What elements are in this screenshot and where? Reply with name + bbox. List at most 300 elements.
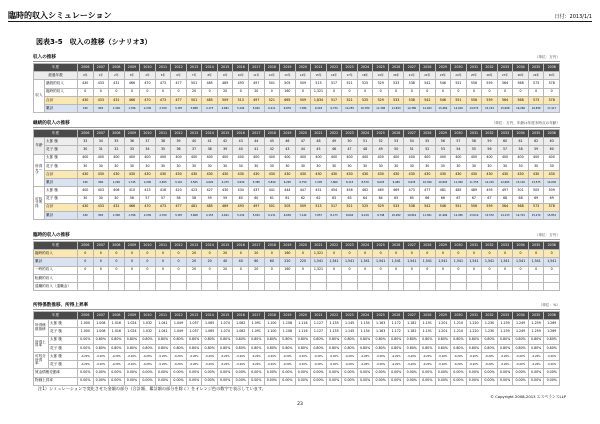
table-cell: 3,110 [171, 179, 187, 187]
table-cell: 0.00% [435, 369, 451, 377]
table-cell: -0.20% [420, 361, 436, 369]
table-cell: 30 [357, 162, 373, 170]
table-cell: 0 [124, 258, 140, 266]
table-cell: 0 [124, 250, 140, 258]
table-cell: -0.20% [420, 352, 436, 360]
table-cell: 521 [342, 203, 358, 211]
table-cell: 40 [217, 258, 233, 266]
table-cell: 1.191 [420, 328, 436, 336]
table-cell: 3,187 [171, 211, 187, 219]
table-cell: 551 [451, 96, 467, 104]
table-cell: 1.000 [78, 320, 94, 328]
table-cell: 0 [404, 250, 420, 258]
table-row [34, 154, 560, 162]
table-cell: 14,019 [451, 104, 467, 112]
table-cell: 0.00% [497, 369, 513, 377]
table-cell: 48 [311, 138, 327, 146]
table-cell: -0.20% [528, 352, 544, 360]
table-cell: 2024 [357, 64, 373, 72]
table-cell: 2019 [280, 64, 296, 72]
table-row [34, 369, 560, 377]
table-cell: 2036 [544, 312, 560, 320]
table-cell: 13,120 [513, 179, 529, 187]
table-cell: 2008 [109, 242, 125, 250]
table-cell: 4,681 [217, 104, 233, 112]
table-cell: 2017 [249, 242, 265, 250]
table-cell: 0.00% [342, 369, 358, 377]
table-cell: -0.20% [482, 361, 498, 369]
table-cell: 433 [93, 80, 109, 88]
table-cell: 0 [466, 266, 482, 274]
table-cell: 2年 [109, 72, 125, 80]
table-cell: 1.259 [528, 328, 544, 336]
table-cell: 16,839 [528, 104, 544, 112]
table-cell: 0.80% [466, 336, 482, 344]
table-cell: 2025 [373, 130, 389, 138]
table-cell: -0.20% [93, 352, 109, 360]
table-cell: 665 [280, 96, 296, 104]
table-cell: 0.00% [311, 369, 327, 377]
table-cell: -0.20% [249, 352, 265, 360]
table-cell: 0.80% [155, 336, 171, 344]
table-cell: 56 [435, 138, 451, 146]
table-cell: 0.00% [404, 377, 420, 385]
table-cell: -0.20% [78, 361, 94, 369]
table-cell: 0.80% [233, 336, 249, 344]
table-cell: 400 [78, 187, 94, 195]
table-cell: 863 [93, 211, 109, 219]
table-cell: 400 [513, 154, 529, 162]
table-cell: 40 [233, 258, 249, 266]
table-cell: 430 [280, 170, 296, 178]
table-cell: 430 [93, 170, 109, 178]
table-cell: 2027 [404, 64, 420, 72]
table-cell: 30 [435, 162, 451, 170]
table-cell: 406 [109, 187, 125, 195]
table-cell: 43 [280, 146, 296, 154]
table-cell: 1.182 [404, 320, 420, 328]
table-row [34, 352, 560, 360]
table-cell [202, 282, 218, 290]
table-cell: 59 [217, 195, 233, 203]
table-cell: 0.00% [155, 377, 171, 385]
table-cell: 0.00% [264, 369, 280, 377]
table-cell: 57 [140, 195, 156, 203]
table-cell: 30 [451, 162, 467, 170]
table-cell: 0.00% [155, 369, 171, 377]
table-cell [311, 274, 327, 282]
table-cell: 0.80% [202, 336, 218, 344]
table-cell: 430 [544, 170, 560, 178]
table-cell [513, 274, 529, 282]
table-cell: 2008 [109, 312, 125, 320]
table-cell: 0 [171, 250, 187, 258]
table-cell: 52 [373, 138, 389, 146]
table-cell: 525 [357, 80, 373, 88]
table-cell: 2019 [280, 242, 296, 250]
table-cell: 4年 [140, 72, 156, 80]
table-cell: 2013 [186, 64, 202, 72]
table-cell: 3,565 [186, 179, 202, 187]
table-cell: 517 [326, 96, 342, 104]
table-cell: 430 [78, 211, 94, 219]
table-cell: 0.00% [420, 369, 436, 377]
table-cell: 485 [451, 187, 467, 195]
table-cell [249, 274, 265, 282]
table-cell: 1.145 [342, 320, 358, 328]
table-cell: 2014 [202, 242, 218, 250]
table-cell: 16年 [326, 72, 342, 80]
table-cell: 2029 [435, 242, 451, 250]
table-cell: 477 [171, 96, 187, 104]
table-cell: 1.172 [388, 320, 404, 328]
table-cell: 30 [482, 162, 498, 170]
table-cell: 0 [109, 266, 125, 274]
table-cell: 63 [544, 138, 560, 146]
table-cell: 20 [202, 258, 218, 266]
table-cell: 533 [388, 203, 404, 211]
table-cell: 0.00% [78, 369, 94, 377]
table-cell: 27年 [497, 72, 513, 80]
table-cell: 0.80% [544, 344, 560, 352]
table-cell: 57 [497, 146, 513, 154]
table-cell: 2029 [435, 64, 451, 72]
table-cell: 0.80% [388, 336, 404, 344]
table-cell: 509 [217, 96, 233, 104]
table-cell: 2006 [78, 312, 94, 320]
table-row [34, 162, 560, 170]
table-cell: 64 [357, 195, 373, 203]
table-cell: 6,750 [295, 179, 311, 187]
table-cell: 509 [295, 80, 311, 88]
table-cell: 47 [342, 146, 358, 154]
table-cell: 2022 [326, 64, 342, 72]
cum-label: 累計 [45, 179, 78, 187]
table-cell: 538 [404, 96, 420, 104]
table-cell: 493 [233, 203, 249, 211]
table-cell: 0.00% [326, 377, 342, 385]
table-cell: 18年 [357, 72, 373, 80]
table-cell: 2020 [295, 242, 311, 250]
table-cell: -0.20% [466, 361, 482, 369]
table-cell: 0 [109, 250, 125, 258]
table-cell: 2013 [186, 242, 202, 250]
table-cell [544, 274, 560, 282]
table-cell: -0.20% [155, 352, 171, 360]
table-cell: 9,480 [388, 179, 404, 187]
table-cell: 0 [93, 250, 109, 258]
table-cell: 1.024 [124, 320, 140, 328]
table-cell: 538 [404, 203, 420, 211]
table-cell: -0.20% [186, 361, 202, 369]
table-cell: -0.20% [435, 352, 451, 360]
table-cell: 2017 [249, 64, 265, 72]
continuous-income-section [33, 119, 560, 220]
table-cell: 0.80% [109, 344, 125, 352]
table-cell: 505 [280, 80, 296, 88]
table-cell: 8,115 [342, 179, 358, 187]
table-cell: 20年 [388, 72, 404, 80]
table-cell [388, 282, 404, 290]
table-cell: 2018 [264, 130, 280, 138]
table-cell: 15,134 [482, 104, 498, 112]
table-cell: 54 [404, 138, 420, 146]
year-label: 年度 [34, 130, 78, 138]
table-cell [124, 282, 140, 290]
table-cell: 466 [124, 203, 140, 211]
table-cell: 400 [171, 154, 187, 162]
table-cell: 1.116 [295, 320, 311, 328]
table-cell: 0 [544, 250, 560, 258]
table-row [34, 282, 560, 290]
table-cell: 0.00% [435, 377, 451, 385]
table-cell: 20 [249, 250, 265, 258]
kahou-rate-label: 可処分所得 率 [34, 352, 49, 368]
table-cell: 49 [373, 146, 389, 154]
table-cell: 1.259 [528, 320, 544, 328]
table-cell: 0.80% [124, 336, 140, 344]
table-cell: 521 [342, 80, 358, 88]
table-cell: 497 [249, 80, 265, 88]
table-cell: 2032 [482, 130, 498, 138]
table-cell: 20 [186, 250, 202, 258]
table-cell: 2014 [202, 130, 218, 138]
table-cell: 546 [435, 203, 451, 211]
table-cell: 0.80% [357, 336, 373, 344]
table-cell: 60 [249, 195, 265, 203]
table-cell: -0.20% [311, 352, 327, 360]
table-row [34, 187, 560, 195]
table-cell: 1.230 [482, 320, 498, 328]
table-cell: 9年 [217, 72, 233, 80]
table-cell: 2034 [513, 312, 529, 320]
table-cell: 0.00% [249, 369, 265, 377]
table-cell: -0.20% [326, 361, 342, 369]
table-cell: 0.80% [326, 336, 342, 344]
table-cell: 48 [357, 146, 373, 154]
table-cell [202, 274, 218, 282]
table-cell: 0 [435, 250, 451, 258]
table-cell: 1,541 [482, 258, 498, 266]
table-cell: 1.201 [435, 328, 451, 336]
temporary-section-title: 臨時的収入の推移 [33, 233, 70, 238]
table-row [34, 258, 560, 266]
report-date: 日付：2013/1/1 [554, 14, 592, 20]
table-cell: 0 [466, 250, 482, 258]
table-cell: 2012 [171, 64, 187, 72]
table-cell: 2027 [404, 242, 420, 250]
table-cell: 0.00% [482, 369, 498, 377]
table-cell: 400 [544, 154, 560, 162]
table-cell: 0.80% [233, 344, 249, 352]
income-factor-table [33, 311, 560, 386]
taro-label: 太郎 様 [45, 154, 78, 162]
table-cell: 58 [466, 138, 482, 146]
table-cell: 15年 [311, 72, 327, 80]
table-cell: 58 [186, 195, 202, 203]
table-cell: 2009 [124, 64, 140, 72]
table-cell: 30 [466, 162, 482, 170]
table-cell: 4,641 [217, 211, 233, 219]
table-cell: 517 [326, 203, 342, 211]
table-row [34, 274, 560, 282]
table-cell: 0 [388, 88, 404, 96]
table-cell: 400 [93, 154, 109, 162]
table-cell: 0 [109, 258, 125, 266]
table-cell: 0 [140, 88, 156, 96]
table-cell: 0 [78, 250, 94, 258]
table-cell: 0.80% [186, 336, 202, 344]
table-cell: 0.80% [264, 344, 280, 352]
income-section [33, 53, 560, 113]
table-row [34, 211, 560, 219]
table-cell: 0 [295, 266, 311, 274]
table-cell: 66 [435, 195, 451, 203]
table-cell: 0 [295, 250, 311, 258]
table-cell: 0 [78, 266, 94, 274]
cum-label: 累計 [45, 211, 78, 219]
table-cell: 0.80% [482, 336, 498, 344]
table-cell: 0 [497, 88, 513, 96]
table-cell: 2028 [420, 242, 436, 250]
table-cell: 17年 [342, 72, 358, 80]
table-cell: 12,665 [497, 179, 513, 187]
table-cell: 30 [78, 146, 94, 154]
table-cell: 11,361 [420, 211, 436, 219]
table-cell: 0.00% [451, 377, 467, 385]
table-cell: 493 [482, 187, 498, 195]
table-cell [404, 282, 420, 290]
table-cell: 62 [528, 138, 544, 146]
table-cell: 430 [420, 170, 436, 178]
table-row [34, 328, 560, 336]
table-cell: 400 [280, 154, 296, 162]
table-cell: 0.80% [171, 344, 187, 352]
table-cell: -0.20% [326, 352, 342, 360]
table-cell [280, 274, 296, 282]
table-cell: 1,541 [404, 258, 420, 266]
age-label: 年齢 [34, 138, 45, 154]
table-cell: 400 [264, 154, 280, 162]
table-cell: 0 [202, 88, 218, 96]
table-cell: 0.00% [171, 377, 187, 385]
table-cell: 20 [217, 266, 233, 274]
rinji-label: 臨時的収入 [45, 88, 78, 96]
table-cell: 5,631 [249, 211, 265, 219]
table-cell: 430 [78, 179, 94, 187]
table-cell: 423 [186, 187, 202, 195]
table-cell: 61 [264, 195, 280, 203]
table-cell: 2015 [217, 312, 233, 320]
table-cell: 2020 [295, 312, 311, 320]
table-cell: 60 [249, 258, 265, 266]
table-cell: -0.20% [202, 361, 218, 369]
table-cell: 7,144 [295, 211, 311, 219]
table-cell: 430 [202, 170, 218, 178]
table-cell: 0 [357, 88, 373, 96]
table-cell [109, 274, 125, 282]
table-cell: 58 [171, 195, 187, 203]
table-cell: 400 [420, 154, 436, 162]
table-cell [311, 282, 327, 290]
table-cell: 430 [357, 170, 373, 178]
table-cell: 54 [451, 146, 467, 154]
table-cell: 430 [78, 203, 94, 211]
table-cell: 60 [497, 138, 513, 146]
table-cell: 0.80% [404, 344, 420, 352]
table-cell: 2031 [466, 130, 482, 138]
table-cell: 568 [513, 80, 529, 88]
table-cell: 1,541 [311, 258, 327, 266]
table-cell: 430 [513, 170, 529, 178]
table-cell: 477 [171, 80, 187, 88]
table-cell: 63 [342, 195, 358, 203]
table-cell: 2033 [497, 130, 513, 138]
table-cell: 30 [93, 162, 109, 170]
table-cell: 3,688 [186, 104, 202, 112]
table-cell: 1,541 [420, 258, 436, 266]
table-cell: 2012 [171, 242, 187, 250]
table-cell: 3,187 [171, 104, 187, 112]
table-cell: 400 [233, 154, 249, 162]
table-cell: 0 [93, 258, 109, 266]
year-row [34, 312, 560, 320]
table-cell: 1.074 [217, 328, 233, 336]
table-cell: 430 [388, 170, 404, 178]
table-cell: 0.80% [420, 344, 436, 352]
table-cell: 68 [513, 195, 529, 203]
table-cell: 0 [109, 88, 125, 96]
table-cell: 2,709 [155, 104, 171, 112]
table-cell: 65 [388, 195, 404, 203]
table-cell [186, 282, 202, 290]
table-cell: 497 [249, 203, 265, 211]
table-cell: 0.80% [93, 336, 109, 344]
taro-label: 太郎 様 [45, 187, 78, 195]
table-cell: 1.220 [466, 328, 482, 336]
table-cell: 1.065 [202, 328, 218, 336]
table-cell: -0.20% [295, 361, 311, 369]
table-cell: 2030 [451, 312, 467, 320]
table-cell [451, 274, 467, 282]
table-cell: 7,660 [326, 179, 342, 187]
table-cell: 0.80% [311, 344, 327, 352]
table-cell: 400 [249, 154, 265, 162]
table-cell: 35 [155, 146, 171, 154]
table-cell: 0 [202, 266, 218, 274]
table-cell: 1.127 [311, 320, 327, 328]
table-cell: 2030 [451, 242, 467, 250]
table-cell: 0.00% [186, 369, 202, 377]
table-cell: 2017 [249, 312, 265, 320]
table-cell: 33 [78, 138, 94, 146]
table-cell: 0 [233, 250, 249, 258]
table-cell [497, 274, 513, 282]
table-cell: 2011 [155, 130, 171, 138]
table-cell: 8,570 [357, 179, 373, 187]
income-table [33, 63, 560, 113]
table-cell: 28年 [513, 72, 529, 80]
table-cell: 2031 [466, 242, 482, 250]
taro-label: 太郎 様 [49, 352, 78, 360]
table-cell: 485 [202, 80, 218, 88]
income-factor-section [33, 301, 560, 386]
table-cell: 400 [404, 154, 420, 162]
rinji-label: 臨時的収入 [34, 250, 78, 258]
table-cell: 30 [124, 162, 140, 170]
table-cell: 400 [295, 154, 311, 162]
table-cell [466, 282, 482, 290]
